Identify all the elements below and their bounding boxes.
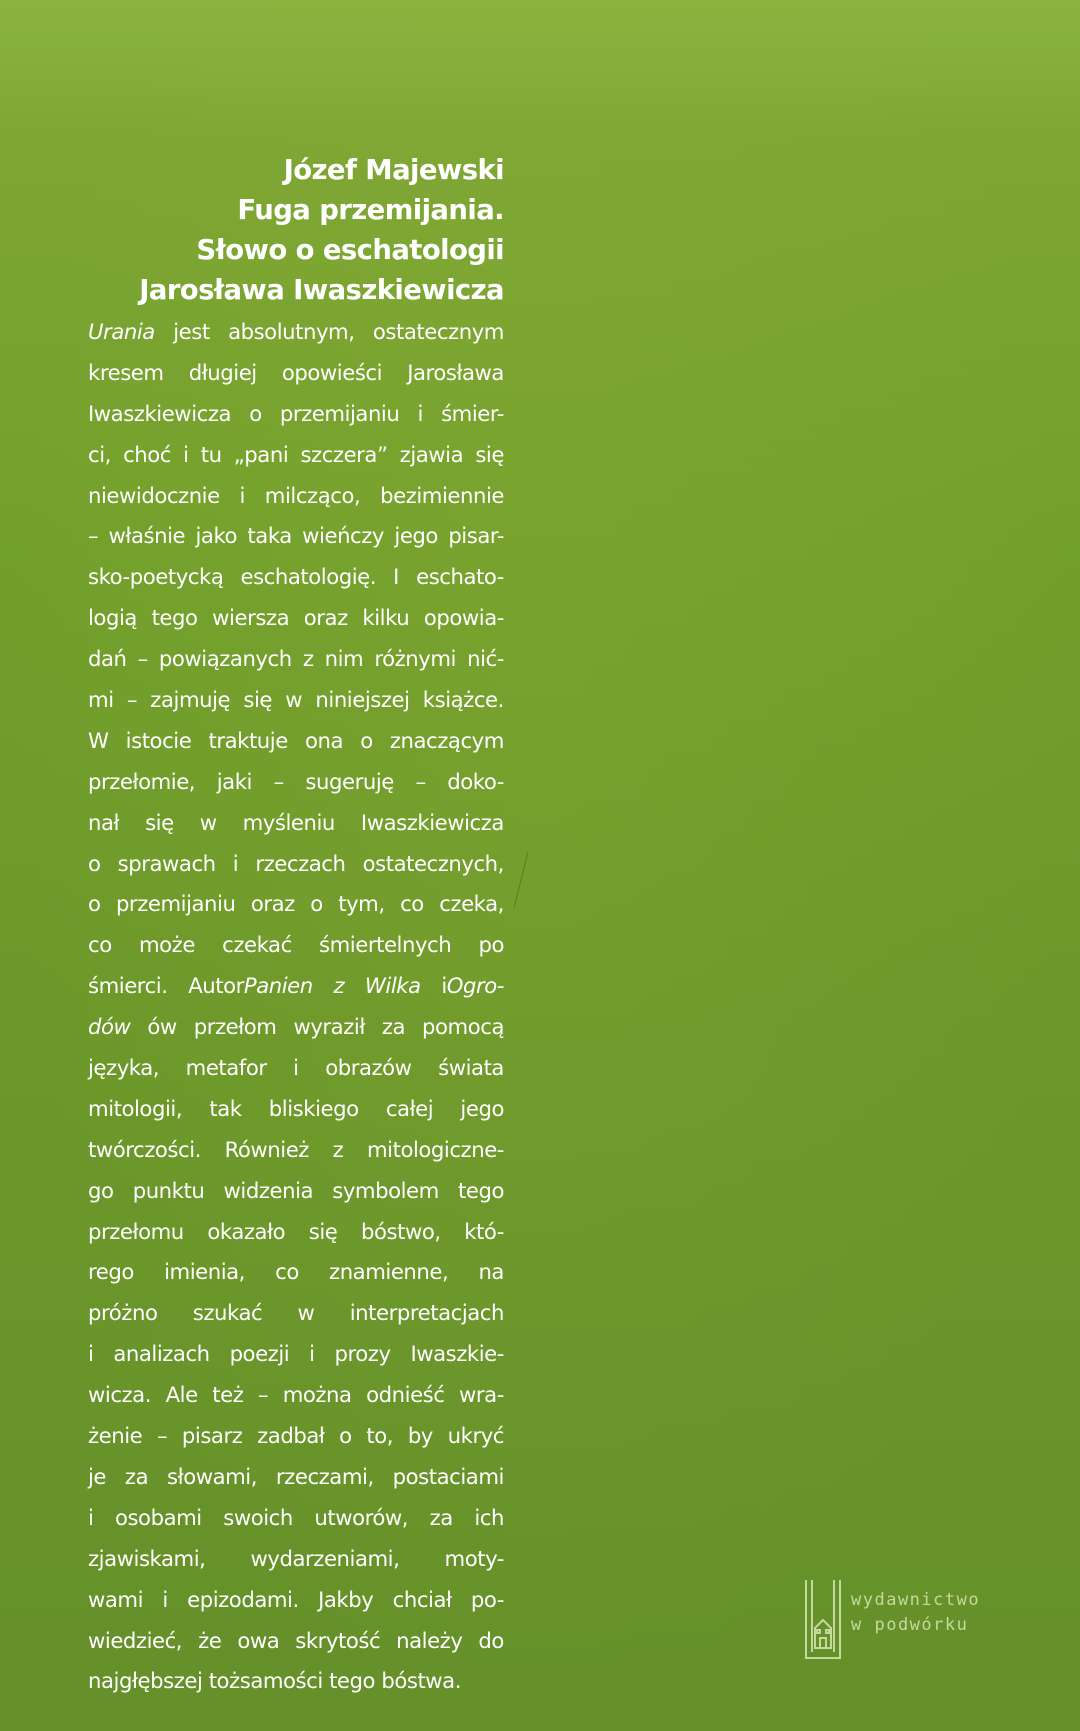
scratch-mark [510, 850, 532, 910]
body-line [88, 1539, 504, 1580]
body-word: o [360, 727, 373, 753]
body-line [88, 1171, 504, 1212]
body-word: oraz [250, 891, 295, 917]
body-word: tego [151, 605, 198, 631]
italic-title: Ogro- [446, 973, 504, 999]
body-word: zadbał [257, 1423, 325, 1449]
body-word: nić- [467, 646, 504, 672]
body-word: wyraził [293, 1014, 365, 1040]
body-word: metafor [185, 1055, 267, 1081]
body-word: w [199, 809, 217, 835]
text-column [88, 150, 504, 1702]
book-house-logo-icon [803, 1578, 843, 1662]
body-word: ostatecznym [372, 319, 504, 344]
publisher-line-1: wydawnictwo [851, 1590, 981, 1610]
body-word: i [293, 1055, 299, 1081]
body-word: wami [88, 1586, 144, 1612]
body-word: w [297, 1300, 315, 1326]
body-word: bóstwo, [360, 1218, 441, 1244]
body-line [88, 680, 504, 721]
title-line-3: Jarosława Iwaszkiewicza [139, 274, 504, 306]
body-word: opowieści [281, 359, 383, 385]
body-word: i [417, 400, 423, 426]
body-word: Jakby [318, 1586, 374, 1612]
body-line [88, 721, 504, 762]
body-word: obrazów [325, 1055, 412, 1081]
body-word: któ- [464, 1218, 504, 1244]
body-word: przemijaniu [115, 891, 236, 917]
body-word: i [88, 1504, 94, 1530]
body-word: – [415, 768, 426, 794]
body-word: nim [324, 646, 364, 672]
body-word: świata [438, 1055, 504, 1081]
body-line [88, 1457, 504, 1498]
book-heading [88, 150, 504, 310]
body-word: traktuje [208, 727, 288, 753]
italic-title: Wilka [364, 973, 421, 999]
body-word: szukać [192, 1300, 263, 1326]
body-word: książce. [422, 687, 504, 713]
body-word: powiązanych [158, 646, 292, 672]
body-word: tu [200, 441, 222, 467]
blurb-text [88, 312, 504, 1702]
body-word: odnieść [366, 1382, 445, 1408]
body-word: logią [88, 605, 137, 631]
body-line [88, 1089, 504, 1130]
body-line [88, 1498, 504, 1539]
body-word: za [381, 1014, 406, 1040]
body-word: różnymi [374, 646, 456, 672]
body-word: niewidocznie [88, 482, 220, 508]
body-word: – [88, 523, 99, 549]
body-word: wiersza [212, 605, 290, 631]
body-word: za [124, 1463, 149, 1489]
body-word: je [88, 1463, 107, 1489]
body-word: przemijaniu [279, 400, 400, 426]
body-word: przełom [193, 1014, 277, 1040]
body-word: ów [147, 1014, 177, 1040]
body-word: sugeruję [305, 768, 394, 794]
body-line [88, 1661, 504, 1702]
body-word: bezimiennie [380, 482, 504, 508]
body-word: Iwaszkiewicza [360, 809, 504, 835]
body-word: co [400, 891, 424, 917]
body-line [88, 353, 504, 394]
body-word: się [308, 1218, 338, 1244]
body-word: owa [237, 1627, 280, 1653]
body-line [88, 925, 504, 966]
body-word: o [339, 1423, 352, 1449]
body-line [88, 762, 504, 803]
body-word: kresem [88, 359, 164, 385]
body-word: bliskiego [268, 1095, 359, 1121]
body-word: po- [470, 1586, 504, 1612]
body-word: wiedzieć, [88, 1627, 183, 1653]
body-word: absolutnym, [228, 319, 355, 344]
body-word: o [88, 850, 101, 876]
body-line [88, 639, 504, 680]
body-line [88, 1375, 504, 1416]
body-word: kilku [362, 605, 410, 631]
publisher-line-2: w podwórku [851, 1615, 969, 1635]
body-line [88, 476, 504, 517]
body-word: skrytość [295, 1627, 381, 1653]
body-word: czeka, [439, 891, 504, 917]
body-word: zjawiskami, [88, 1545, 206, 1571]
body-word: taka [247, 523, 292, 549]
body-word: I [393, 564, 399, 590]
body-word: i [232, 850, 239, 876]
body-word: jego [394, 523, 438, 549]
body-line [88, 435, 504, 476]
body-word: sko-poetycką [88, 564, 224, 590]
body-word: szczera” [300, 441, 388, 467]
body-word: o [310, 891, 323, 917]
body-line [88, 1416, 504, 1457]
author-name: Józef Majewski [283, 154, 504, 186]
body-word [88, 1007, 130, 1048]
body-word: rzeczach [255, 850, 346, 876]
body-word: okazało [207, 1218, 286, 1244]
body-word: z [302, 646, 314, 672]
body-word: ci, [88, 441, 111, 467]
body-line [88, 1007, 504, 1048]
body-word [88, 312, 155, 353]
body-word: się [243, 687, 273, 713]
body-word: właśnie [108, 523, 186, 549]
body-line [88, 1130, 504, 1171]
body-word: jest [173, 319, 210, 344]
body-word: rzeczami, [275, 1463, 374, 1489]
body-word: choć [123, 441, 171, 467]
body-word: że [198, 1627, 222, 1653]
body-word: przełomie, [88, 768, 196, 794]
body-line [88, 557, 504, 598]
body-word: jego [460, 1095, 504, 1121]
body-word: o [88, 891, 101, 917]
body-word: tożsamości [208, 1668, 323, 1694]
body-word: do [478, 1627, 504, 1653]
body-word: wicza. [88, 1382, 152, 1408]
body-word: AutorPanien [188, 973, 313, 999]
body-word: postaciami [392, 1463, 504, 1489]
publisher-name [851, 1588, 980, 1638]
body-word: za [429, 1504, 453, 1530]
body-word: tak [209, 1095, 242, 1121]
body-word: moty- [444, 1545, 504, 1571]
italic-title: z [333, 973, 345, 999]
body-word: Iwaszkiewicza [88, 400, 232, 426]
body-word: eschatologię. [240, 564, 377, 590]
body-word: nał [88, 809, 120, 835]
body-word: myśleniu [242, 809, 335, 835]
body-line [88, 844, 504, 885]
body-word: i [239, 482, 245, 508]
body-word: co [88, 932, 112, 958]
body-word: śmier- [441, 400, 504, 426]
body-line [88, 598, 504, 639]
body-word: imienia, [164, 1259, 245, 1285]
body-word: ona [304, 727, 344, 753]
body-word: go [88, 1177, 114, 1203]
body-word: o [249, 400, 262, 426]
body-word: też [212, 1382, 244, 1408]
italic-title: dów [88, 1014, 131, 1040]
body-word: tym, [338, 891, 385, 917]
body-word: chciał [392, 1586, 452, 1612]
body-word: na [478, 1259, 504, 1285]
body-word: Również [224, 1136, 309, 1162]
body-word: pomocą [422, 1014, 504, 1040]
body-word: twórczości. [88, 1136, 201, 1162]
body-word: zajmuję [150, 687, 231, 713]
body-word: – [137, 646, 148, 672]
body-word: jako [195, 523, 238, 549]
body-word: prozy [334, 1341, 391, 1367]
body-word: z [332, 1136, 344, 1162]
body-word: to, [366, 1423, 394, 1449]
body-word: i [309, 1341, 315, 1367]
body-word: Iwaszkie- [410, 1341, 504, 1367]
body-word: próżno [88, 1300, 158, 1326]
body-word: długiej [188, 359, 257, 385]
body-word: słowami, [167, 1463, 258, 1489]
body-word: mitologiczne- [366, 1136, 504, 1162]
body-word: osobami [114, 1504, 202, 1530]
body-word: czekać [222, 932, 292, 958]
body-line [88, 1048, 504, 1089]
body-word: może [138, 932, 195, 958]
body-word: milcząco, [264, 482, 361, 508]
body-word: oraz [303, 605, 348, 631]
body-word: widzenia [223, 1177, 314, 1203]
body-word: – [273, 768, 284, 794]
body-word: pisar- [448, 523, 504, 549]
body-line [88, 312, 504, 353]
body-word: wieńczy [302, 523, 385, 549]
body-word: W [88, 727, 109, 753]
body-word: zjawia [399, 441, 464, 467]
body-line [88, 1252, 504, 1293]
body-word: – [257, 1382, 269, 1408]
body-word: można [282, 1382, 352, 1408]
body-line [88, 884, 504, 925]
body-word: najgłębszej [88, 1668, 203, 1694]
italic-title: Urania [88, 319, 155, 344]
body-word: przełomu [88, 1218, 184, 1244]
body-word: ostatecznych, [362, 850, 504, 876]
body-word: śmierci. [88, 973, 168, 999]
body-word: poezji [229, 1341, 290, 1367]
body-word: ich [474, 1504, 504, 1530]
body-word: by [407, 1423, 433, 1449]
body-word: – [157, 1423, 168, 1449]
body-word: punktu [132, 1177, 205, 1203]
body-word: opowia- [423, 605, 504, 631]
body-word: po [478, 932, 504, 958]
body-word: pisarz [181, 1423, 243, 1449]
body-word: i [162, 1586, 168, 1612]
body-word: niniejszej [315, 687, 410, 713]
body-word: jaki [216, 768, 252, 794]
body-word: mitologii, [88, 1095, 183, 1121]
body-word: analizach [113, 1341, 210, 1367]
italic-title: Panien [243, 973, 313, 999]
body-word: w [285, 687, 303, 713]
body-word: eschato- [416, 564, 504, 590]
body-word: i [88, 1341, 94, 1367]
body-word: bóstwa. [381, 1668, 461, 1694]
body-word: ukryć [447, 1423, 504, 1449]
body-word: śmiertelnych [319, 932, 452, 958]
body-word: znamienne, [329, 1259, 449, 1285]
body-word: znaczącym [389, 727, 504, 753]
body-word: rego [88, 1259, 134, 1285]
body-word: co [275, 1259, 299, 1285]
body-line [88, 1580, 504, 1621]
body-word: interpretacjach [349, 1300, 504, 1326]
body-word [365, 966, 421, 1007]
body-word: wra- [459, 1382, 504, 1408]
body-word: języka, [88, 1055, 160, 1081]
body-word: utworów, [314, 1504, 409, 1530]
title-line-1: Fuga przemijania. [237, 194, 504, 226]
body-word: istocie [125, 727, 192, 753]
body-line [88, 516, 504, 557]
body-word: całej [385, 1095, 434, 1121]
body-word: Jarosława [407, 359, 504, 385]
body-word: się [145, 809, 174, 835]
body-word: „pani [233, 441, 289, 467]
body-line [88, 1212, 504, 1253]
body-word: żenie [88, 1423, 143, 1449]
body-word: tego [458, 1177, 504, 1203]
body-word: swoich [223, 1504, 293, 1530]
body-word: sprawach [117, 850, 216, 876]
body-word: – [126, 687, 138, 713]
body-word: się [475, 441, 504, 467]
publisher-logo [803, 1578, 1033, 1668]
body-word: iOgro- [441, 973, 504, 999]
body-word: Ale [165, 1382, 198, 1408]
body-word: dań [88, 646, 127, 672]
body-word: wydarzeniami, [250, 1545, 400, 1571]
body-word: tego [329, 1668, 376, 1694]
body-word [333, 966, 344, 1007]
body-word: epizodami. [187, 1586, 299, 1612]
body-line [88, 394, 504, 435]
body-line [88, 803, 504, 844]
body-line [88, 966, 504, 1007]
title-line-2: Słowo o eschatologii [196, 234, 504, 266]
body-line [88, 1621, 504, 1662]
body-word: symbolem [332, 1177, 439, 1203]
body-word: mi [88, 687, 114, 713]
body-word: i [183, 441, 189, 467]
body-word: doko- [447, 768, 504, 794]
body-line [88, 1293, 504, 1334]
body-line [88, 1334, 504, 1375]
body-word: należy [396, 1627, 463, 1653]
